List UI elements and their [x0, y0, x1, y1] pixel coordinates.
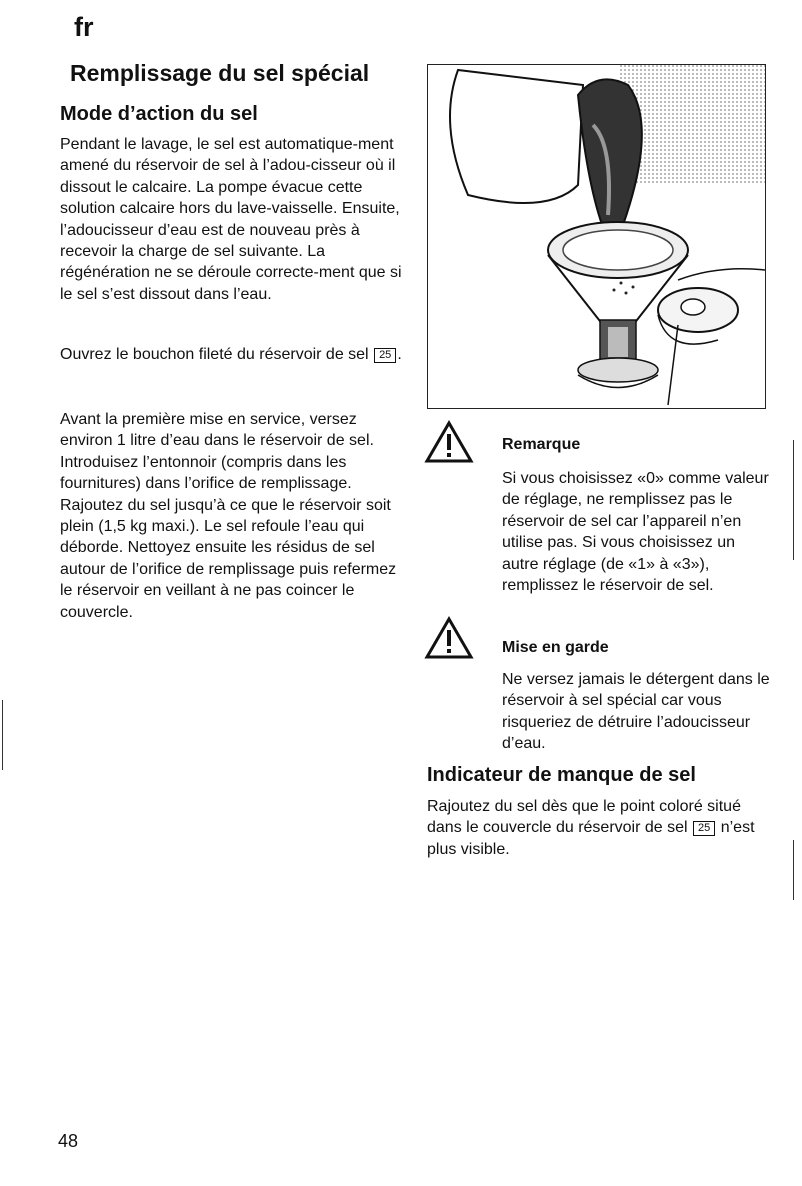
open-cap-text: Ouvrez le bouchon fileté du réservoir de sel — [60, 346, 369, 363]
warning-triangle-icon — [424, 420, 474, 464]
salt-indicator-text: Rajoutez du sel dès que le point coloré situé dans le couvercle du réservoir de sel — [427, 798, 741, 837]
funnel-illustration — [427, 64, 766, 409]
page-title: Remplissage du sel spécial — [70, 60, 370, 86]
caution-text: Ne versez jamais le détergent dans le réservoir à sel spécial car vous risqueriez de détruire l’adoucisseur d’eau. — [502, 671, 770, 753]
salt-action-paragraph: Pendant le lavage, le sel est automatique-ment amené du réservoir de sel à l’adou-cisseur où il dissout le calcaire. La pompe évacue cette solution calcaire hors du lave-vaisselle. Ensuite, l’adoucisseur d’eau est de nouveau près à recevoir la charge de sel suivante. La régénération ne se déroule correcte-ment que si le sel s’est dissout dans l’eau. — [60, 136, 402, 303]
scan-edge-mark — [793, 440, 794, 560]
open-cap-end: . — [397, 346, 402, 363]
fill-instructions-paragraph: Avant la première mise en service, versez environ 1 litre d’eau dans le réservoir de sel. Introduisez l’entonnoir (compris dans les fournitures) dans l’orifice de remplissage. Rajoutez du sel jusqu’à ce que le réservoir soit plein (1,5 kg maxi.). Le sel refoule l’eau qui déborde. Nettoyez ensuite les résidus de sel autour de l’orifice de remplissage puis refermez le réservoir en veillant à ne pas coincer le couvercle. — [60, 411, 397, 621]
salt-indicator-heading: Indicateur de manque de sel — [427, 764, 696, 786]
salt-indicator-paragraph — [427, 796, 767, 860]
page-number: 48 — [58, 1131, 79, 1151]
indicator-part-reference: 25 — [693, 821, 715, 836]
notice-text: Si vous choisissez «0» comme valeur de réglage, ne remplissez pas le réservoir de sel car l’appareil n’en utilise pas. Si vous choisissez un autre réglage (de «1» à «3»), remplissez le réservoir de sel. — [502, 470, 769, 595]
open-cap-paragraph — [60, 344, 405, 365]
scan-edge-mark — [793, 840, 794, 900]
notice-title: Remarque — [502, 436, 581, 453]
section-subtitle: Mode d’action du sel — [60, 103, 258, 125]
caution-triangle-icon — [424, 616, 474, 660]
salt-indicator-end: n’est plus visible. — [427, 819, 755, 858]
language-tag: fr — [74, 12, 94, 42]
scan-edge-mark — [2, 700, 3, 770]
part-reference: 25 — [374, 348, 396, 363]
caution-title: Mise en garde — [502, 639, 609, 656]
